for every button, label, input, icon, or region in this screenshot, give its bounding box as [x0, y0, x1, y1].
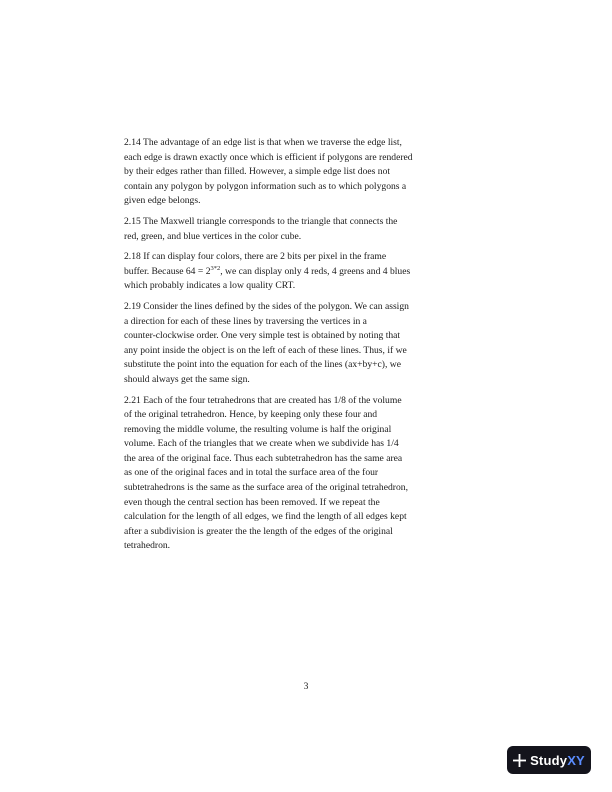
text-line: even though the central section has been removed. If we repeat the	[124, 496, 380, 508]
text-line: any point inside the object is on the left of each of these lines. Thus, if we	[124, 344, 407, 356]
text-line: tetrahedron.	[124, 540, 171, 552]
paragraph-2-14	[124, 136, 492, 209]
studyxy-badge[interactable]	[507, 746, 591, 774]
text-line: subtetrahedrons is the same as the surface area of the original tetrahedron,	[124, 482, 408, 494]
text-line: which probably indicates a low quality CRT.	[124, 280, 296, 292]
text-line: 2.21 Each of the four tetrahedrons that are created has 1/8 of the volume	[124, 394, 402, 406]
text-line: counter-clockwise order. One very simple test is obtained by noting that	[124, 330, 401, 342]
text-line: 2.18 If can display four colors, there are 2 bits per pixel in the frame	[124, 251, 387, 263]
text-fragment: buffer. Because 64 = 2	[124, 265, 211, 277]
text-line: removing the middle volume, the resulting volume is half the original	[124, 423, 392, 435]
text-fragment: , we can display only 4 reds, 4 greens and 4 blues	[220, 265, 411, 277]
paragraph-2-15	[124, 215, 492, 244]
text-line: 2.19 Consider the lines defined by the sides of the polygon. We can assign	[124, 300, 409, 312]
plus-icon	[513, 754, 526, 767]
text-line: after a subdivision is greater the the length of the edges of the original	[124, 525, 393, 537]
text-line: of the original tetrahedron. Hence, by keeping only these four and	[124, 409, 378, 421]
paragraph-2-21	[124, 394, 492, 555]
text-line: given edge belongs.	[124, 195, 201, 207]
text-line: contain any polygon by polygon information such as to which polygons a	[124, 180, 407, 192]
text-line: should always get the same sign.	[124, 373, 250, 385]
text-line: red, green, and blue vertices in the color cube.	[124, 230, 302, 242]
badge-label-study: Study	[530, 752, 568, 768]
paragraph-2-19	[124, 300, 492, 388]
text-line: the area of the original face. Thus each subtetrahedron has the same area	[124, 452, 403, 464]
badge-label-xy: XY	[567, 752, 585, 768]
text-line-with-exponent	[124, 265, 492, 280]
text-line: as one of the original faces and in total the surface area of the four	[124, 467, 379, 479]
text-line: 2.14 The advantage of an edge list is that when we traverse the edge list,	[124, 137, 402, 148]
text-line: volume. Each of the triangles that we create when we subdivide has 1/4	[124, 438, 399, 450]
exponent: 3*2	[210, 264, 221, 272]
paragraph-2-18	[124, 250, 492, 294]
text-line: each edge is drawn exactly once which is efficient if polygons are rendered	[124, 151, 413, 163]
text-line: 2.15 The Maxwell triangle corresponds to the triangle that connects the	[124, 215, 398, 227]
text-line: by their edges rather than filled. However, a simple edge list does not	[124, 166, 391, 178]
page-content	[124, 136, 492, 560]
page-number: 3	[303, 681, 309, 692]
text-line: a direction for each of these lines by traversing the vertices in a	[124, 315, 367, 327]
text-line: calculation for the length of all edges, we find the length of all edges kept	[124, 511, 407, 523]
text-line: substitute the point into the equation for each of the lines (ax+by+c), we	[124, 359, 401, 371]
